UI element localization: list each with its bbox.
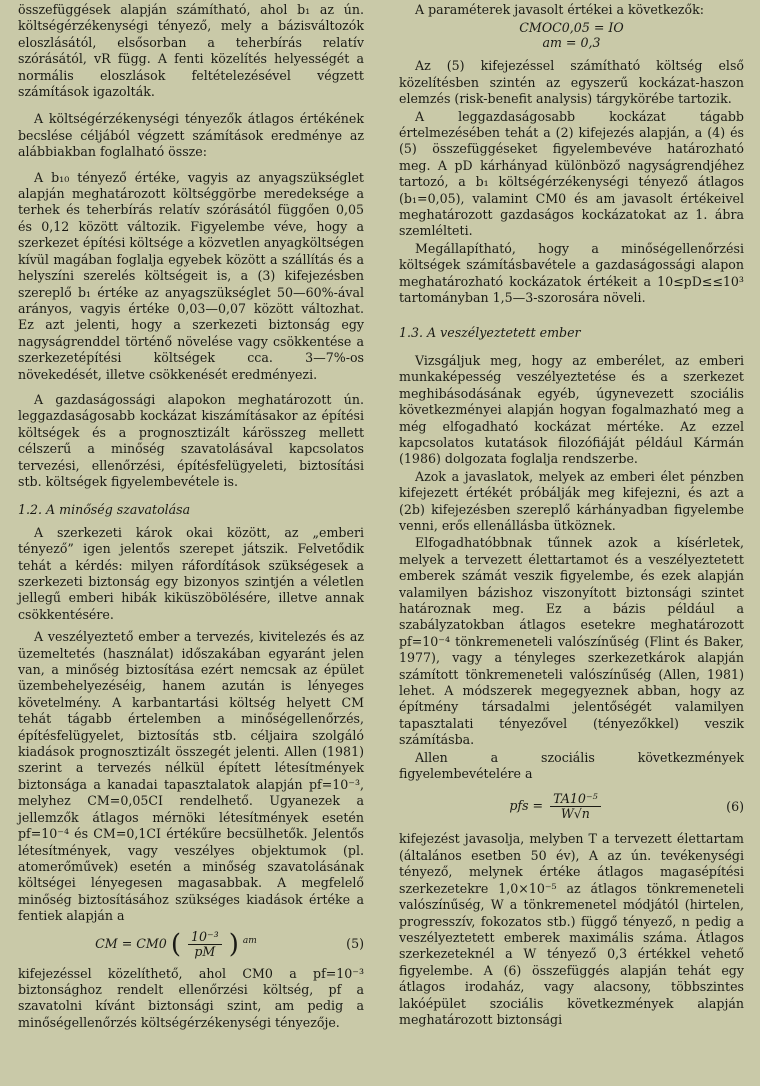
equation-body [18,930,334,959]
equation-body [399,792,714,821]
equation-number: (5) [346,935,364,951]
paren-open: ( [170,929,181,960]
paragraph: kifejezést javasolja, melyben T a tervezett élettartam (általános esetben 50 év), A az ún. tevékenységi tényező, melynek értéke átlagos magasépítési szerkezetekre 1,0×10⁻⁵ az átlagos tönkremeneteli valószínűség, W a tönkremenetel módjától (hirtelen, progresszív, fokozatos stb.) függő tényező, n pedig a veszélyeztetett emberek maximális száma. Átlagos szerkezeteknél a W tényező 0,3 értékkel vehető figyelembe. A (6) összefüggés alapján tehát egy átlagos irodaház, vagy alacsony, többszintes lakóépület szociális következmények alapján meghatározott biztonsági [399,831,744,1027]
paragraph: Allen a szociális következmények figyelembevételére a [399,749,744,782]
parameter-am: am = 0,3 [542,35,601,51]
paragraph: Megállapítható, hogy a minőségellenőrzési költségek számításbavétele a gazdaságossági alapon meghatározható kockázatok értékeit a 10≤pD≤≤10³ tartományban 1,5—3-szorosára növeli. [399,240,744,306]
paragraph: Azok a javaslatok, melyek az emberi élet pénzben kifejezett értékét próbálják meg kifejezni, és azt a (2b) kifejezésben szereplő kárhányadban figyelembe venni, erős ellenállásba ütköznek. [399,468,744,533]
paragraph: A költségérzékenységi tényezők átlagos értékének becslése céljából végzett számítások eredménye az alábbiakban foglalható össze: [18,111,364,160]
paragraph: Az (5) kifejezéssel számítható költség első közelítésben szintén az egyszerű kockázat-haszon elemzés (risk-benefit analysis) tárgykörébe tartozik. [399,58,744,107]
exponent: am [242,935,257,946]
equation-lhs: pfs = [509,798,544,814]
paragraph: A leggazdaságosabb kockázat tágabb értelmezésében tehát a (2) kifejezés alapján, a (4) és (5) összefüggéseket figyelembevéve határozható meg. A pD kárhányad különböző nagyságrendjéhez tartozó, a b₁ költségérzékenységi tényező átlagos (b₁=0,05), valamint CM0 és am javasolt értékeivel meghatározott gazdaságos kockázatokat az 1. ábra szemlélteti. [399,108,744,239]
equation-lhs: CM = CM0 [95,935,167,951]
paragraph: A paraméterek javasolt értékei a következők: [415,2,705,17]
paragraph: A veszélyeztető ember a tervezés, kivitelezés és az üzemeltetés (használat) időszakában egyaránt jelen van, a minőség biztosítása ezért nemcsak az épület üzembehelyezéséig, hanem azután is lényeges követelmény. A karbantartási költség helyett CM tehát tágabb értelemben a minőségellenőrzés, építésfelügyelet, biztosítás stb. céljaira szolgáló kiadások prognosztizált összegét jelenti. Allen (1981) szerint a tervezés nélkül épített létesítmények biztonsága a kanadai tapasztalatok alapján pf=10⁻³, melyhez CM=0,05CI rendelhető. Ugyanezek a jellemzők átlagos mérnöki létesítmények esetén pf=10⁻⁴ és CM=0,1CI értékűre becsülhetők. Jelentős létesítmények, vagy veszélyes objektumok (pl. atomerőművek) esetén a minőség szavatolásának költségei lényegesen magasabbak. A megfelelő minőség biztosításához szükséges kiadások értéke a fentiek alapján a [18,629,364,924]
numerator: TA10⁻⁵ [550,792,601,807]
section-heading: 1.3. A veszélyeztetett ember [399,324,581,340]
paragraph: A gazdaságossági alapokon meghatározott ún. leggazdaságosabb kockázat kiszámításakor az építési költségek és a prognosztizált kárösszeg mellett célszerű a minőség szavatolásával kapcsolatos tervezési, ellenőrzési, építésfelügyeleti, biztosítási stb. költségek figyelembevétele is. [18,391,364,489]
equation-5 [18,930,364,959]
denominator: pM [194,943,216,959]
denominator: W√n [560,806,590,822]
parameter-cm0: CMOC0,05 = IO [519,20,624,36]
paragraph: A b₁₀ tényező értéke, vagyis az anyagszükséglet alapján meghatározott költséggörbe meredeksége a terhek és teherbírás relatív szórásától függően 0,05 és 0,12 között változik. Figyelembe véve, hogy a szerkezet építési költsége a közvetlen anyagköltségen kívül magában foglalja egyebek között a szállítás és a helyszíni szerelés költségeit is, a (3) kifejezésben szereplő b₁ értéke az anyagszükséglet 50—60%-ával arányos, vagyis értéke 0,03—0,07 között változhat. Ez azt jelenti, hogy a szerkezeti biztonság egy nagyságrenddel történő növelése vagy csökkentése a szerkezetépítési költségek cca. 3—7%-os növekedését, illetve csökkenését eredményezi. [18,169,364,382]
equation-number: (6) [726,798,744,814]
paren-close: ) [228,929,239,960]
fraction [550,792,601,821]
right-column [399,2,744,1029]
fraction [188,930,222,959]
numerator: 10⁻³ [188,930,222,945]
paragraph: kifejezéssel közelíthető, ahol CM0 a pf=10⁻³ biztonsághoz rendelt ellenőrzési költség, pf a szavatolni kívánt biztonsági szint, am pedig a minőségellenőrzés költségérzékenységi tényezője. [18,965,364,1030]
parameter-values [399,20,744,50]
equation-6 [399,792,744,821]
paragraph: A szerkezeti károk okai között, az „emberi tényező” igen jelentős szerepet játszik. Felvetődik tehát a kérdés: milyen ráfordítások szükségesek a szerkezeti biztonság egy bizonyos szintjén a véletlen jellegű emberi hibák kiküszöbölésére, illetve annak csökkentésére. [18,524,364,622]
paragraph: összefüggések alapján számítható, ahol b₁ az ún. költségérzékenységi tényező, mely a bázisváltozók eloszlásától, elsősorban a teherbírás relatív szórásától, vR függ. A fenti közelítés helyességét a normális eloszlások feltételezésével végzett számítások igazolták. [18,2,364,100]
section-heading: 1.2. A minőség szavatolása [18,502,191,518]
paragraph: Vizsgáljuk meg, hogy az emberélet, az emberi munkaképesség veszélyeztetése és a szerkezet meghibásodásának egyéb, úgynevezett szociális következményei alapján hogyan fogalmazható meg a még elfogadható kockázat mértéke. Az ezzel kapcsolatos kutatások filozófiáját például Kármán (1986) dolgozata foglalja rendszerbe. [399,352,744,467]
paragraph: Elfogadhatóbbnak tűnnek azok a kísérletek, melyek a tervezett élettartamot és a veszélyeztetett emberek számát veszik figyelembe, és ezek alapján valamilyen bázishoz viszonyított biztonsági szintet határoznak meg. Ez a bázis például a szabályzatokban átlagos esetekre meghatározott pf=10⁻⁴ tönkremeneteli valószínűség (Flint és Baker, 1977), vagy a tényleges szerkezetkárok alapján számított tönkremeneteli valószínűség (Allen, 1981) lehet. A módszerek megegyeznek abban, hogy az építmény társadalmi jelentőségét valamilyen tapasztalati tényezővel (tényezőkkel) veszik számításba. [399,535,744,748]
left-column [18,2,364,1032]
